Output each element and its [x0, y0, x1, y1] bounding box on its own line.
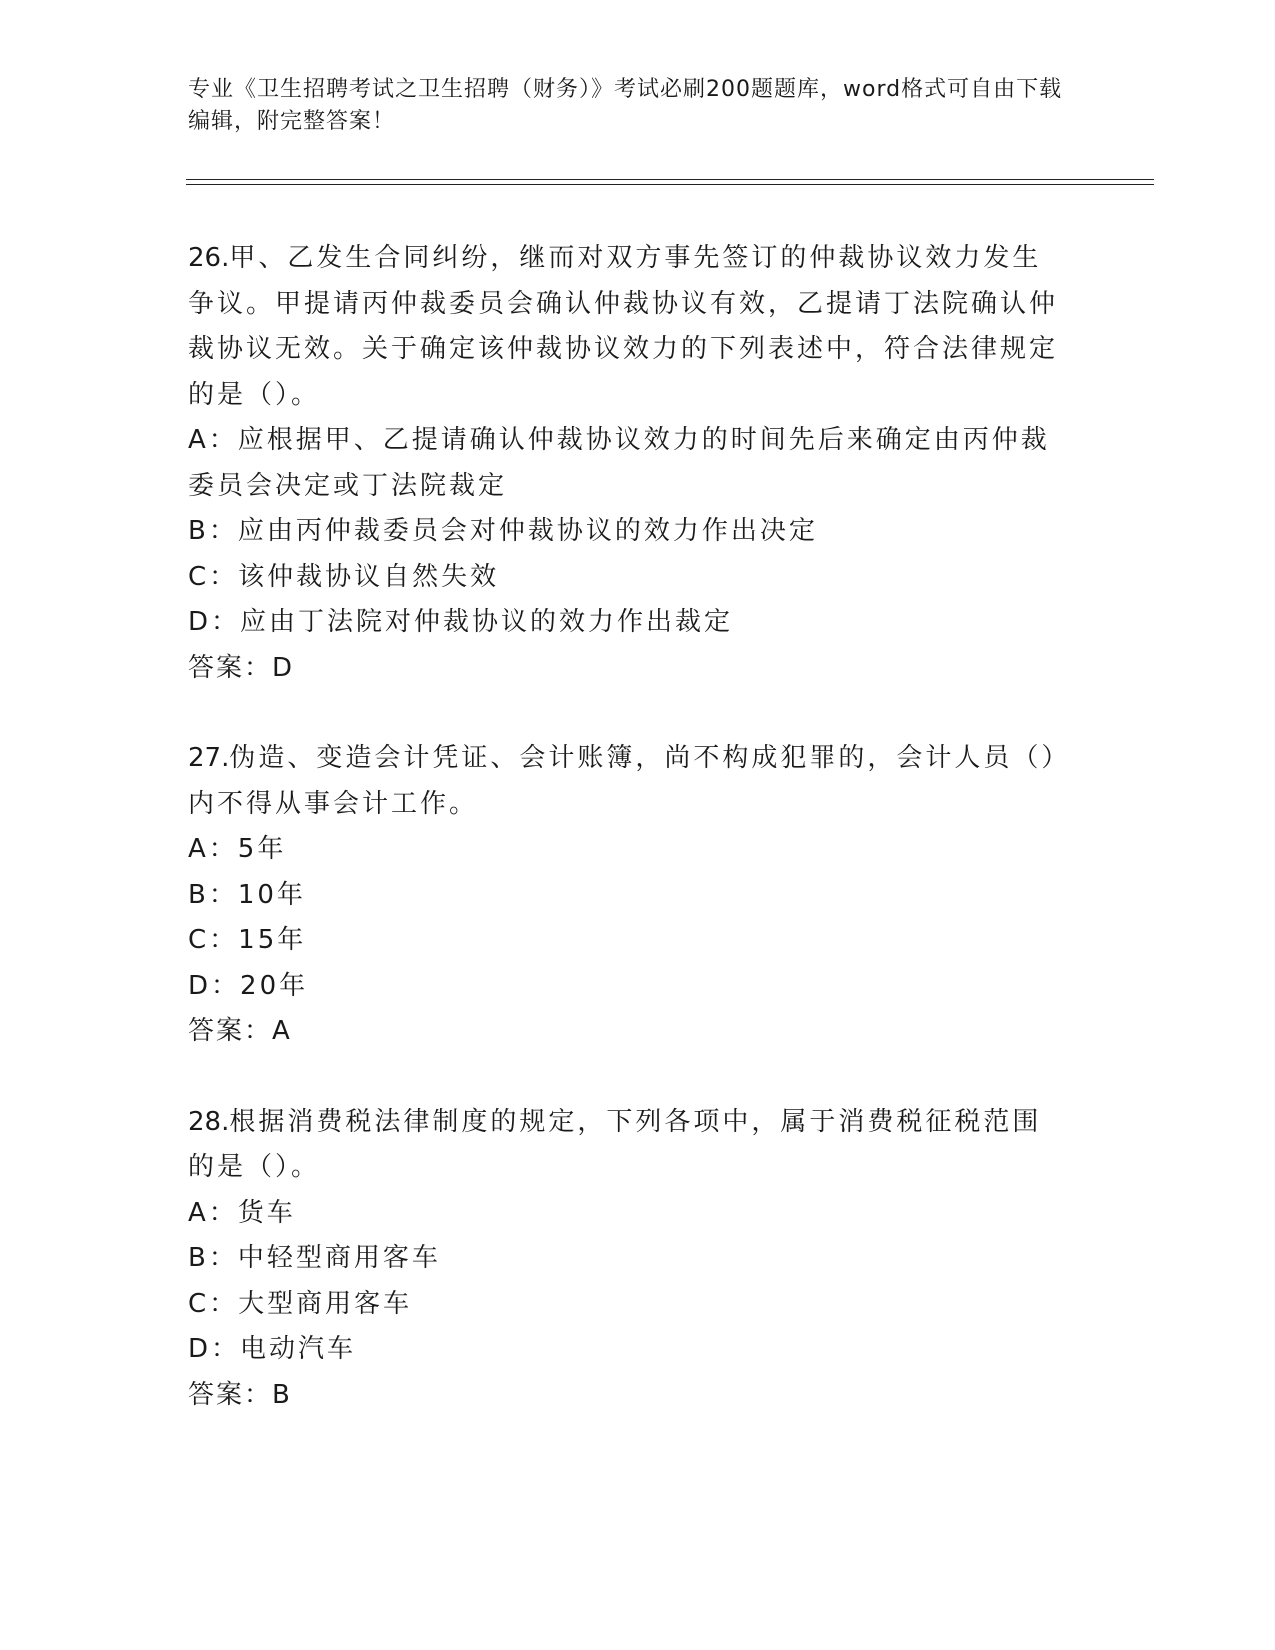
question-text: 伪造、变造会计凭证、会计账簿，尚不构成犯罪的，会计人员（）内不得从事会计工作。	[188, 743, 1058, 819]
option-a: A：应根据甲、乙提请确认仲裁协议效力的时间先后来确定由丙仲裁委员会决定或丁法院裁定	[188, 425, 1050, 501]
question-stem	[188, 236, 1068, 418]
question-stem	[188, 736, 1068, 827]
answer-line: 答案：D	[188, 652, 295, 683]
question-26	[188, 236, 1068, 691]
answer-line: 答案：B	[188, 1379, 292, 1410]
question-text: 甲、乙发生合同纠纷，继而对双方事先签订的仲裁协议效力发生争议。甲提请丙仲裁委员会确认仲裁协议有效，乙提请丁法院确认仲裁协议无效。关于确定该仲裁协议效力的下列表述中，符合法律规定的是（）。	[188, 243, 1059, 410]
option-a: A：货车	[188, 1197, 296, 1228]
option-d: D：20年	[188, 970, 309, 1001]
option-b: B：10年	[188, 879, 306, 910]
question-number: 27.	[188, 743, 230, 773]
option-d: D：应由丁法院对仲裁协议的效力作出裁定	[188, 607, 734, 637]
question-27	[188, 736, 1068, 1055]
option-d: D：电动汽车	[188, 1334, 357, 1364]
option-c: C：大型商用客车	[188, 1288, 413, 1319]
header-divider-top	[186, 179, 1154, 180]
question-28	[188, 1100, 1068, 1419]
answer-line: 答案：A	[188, 1016, 292, 1046]
question-number: 28.	[188, 1106, 230, 1137]
question-list	[188, 236, 1068, 1463]
question-stem	[188, 1100, 1068, 1191]
option-c: C：该仲裁协议自然失效	[188, 561, 500, 592]
document-header	[188, 74, 1068, 138]
option-a: A：5年	[188, 834, 287, 864]
option-b: B：应由丙仲裁委员会对仲裁协议的效力作出决定	[188, 516, 818, 546]
question-text: 根据消费税法律制度的规定，下列各项中，属于消费税征税范围的是（）。	[188, 1106, 1042, 1182]
option-c: C：15年	[188, 925, 307, 955]
header-text: 专业《卫生招聘考试之卫生招聘（财务）》考试必刷200题题库，word格式可自由下载编辑，附完整答案！	[188, 77, 1063, 134]
question-number: 26.	[188, 243, 230, 273]
header-divider-bottom	[186, 184, 1154, 185]
option-b: B：中轻型商用客车	[188, 1243, 441, 1273]
